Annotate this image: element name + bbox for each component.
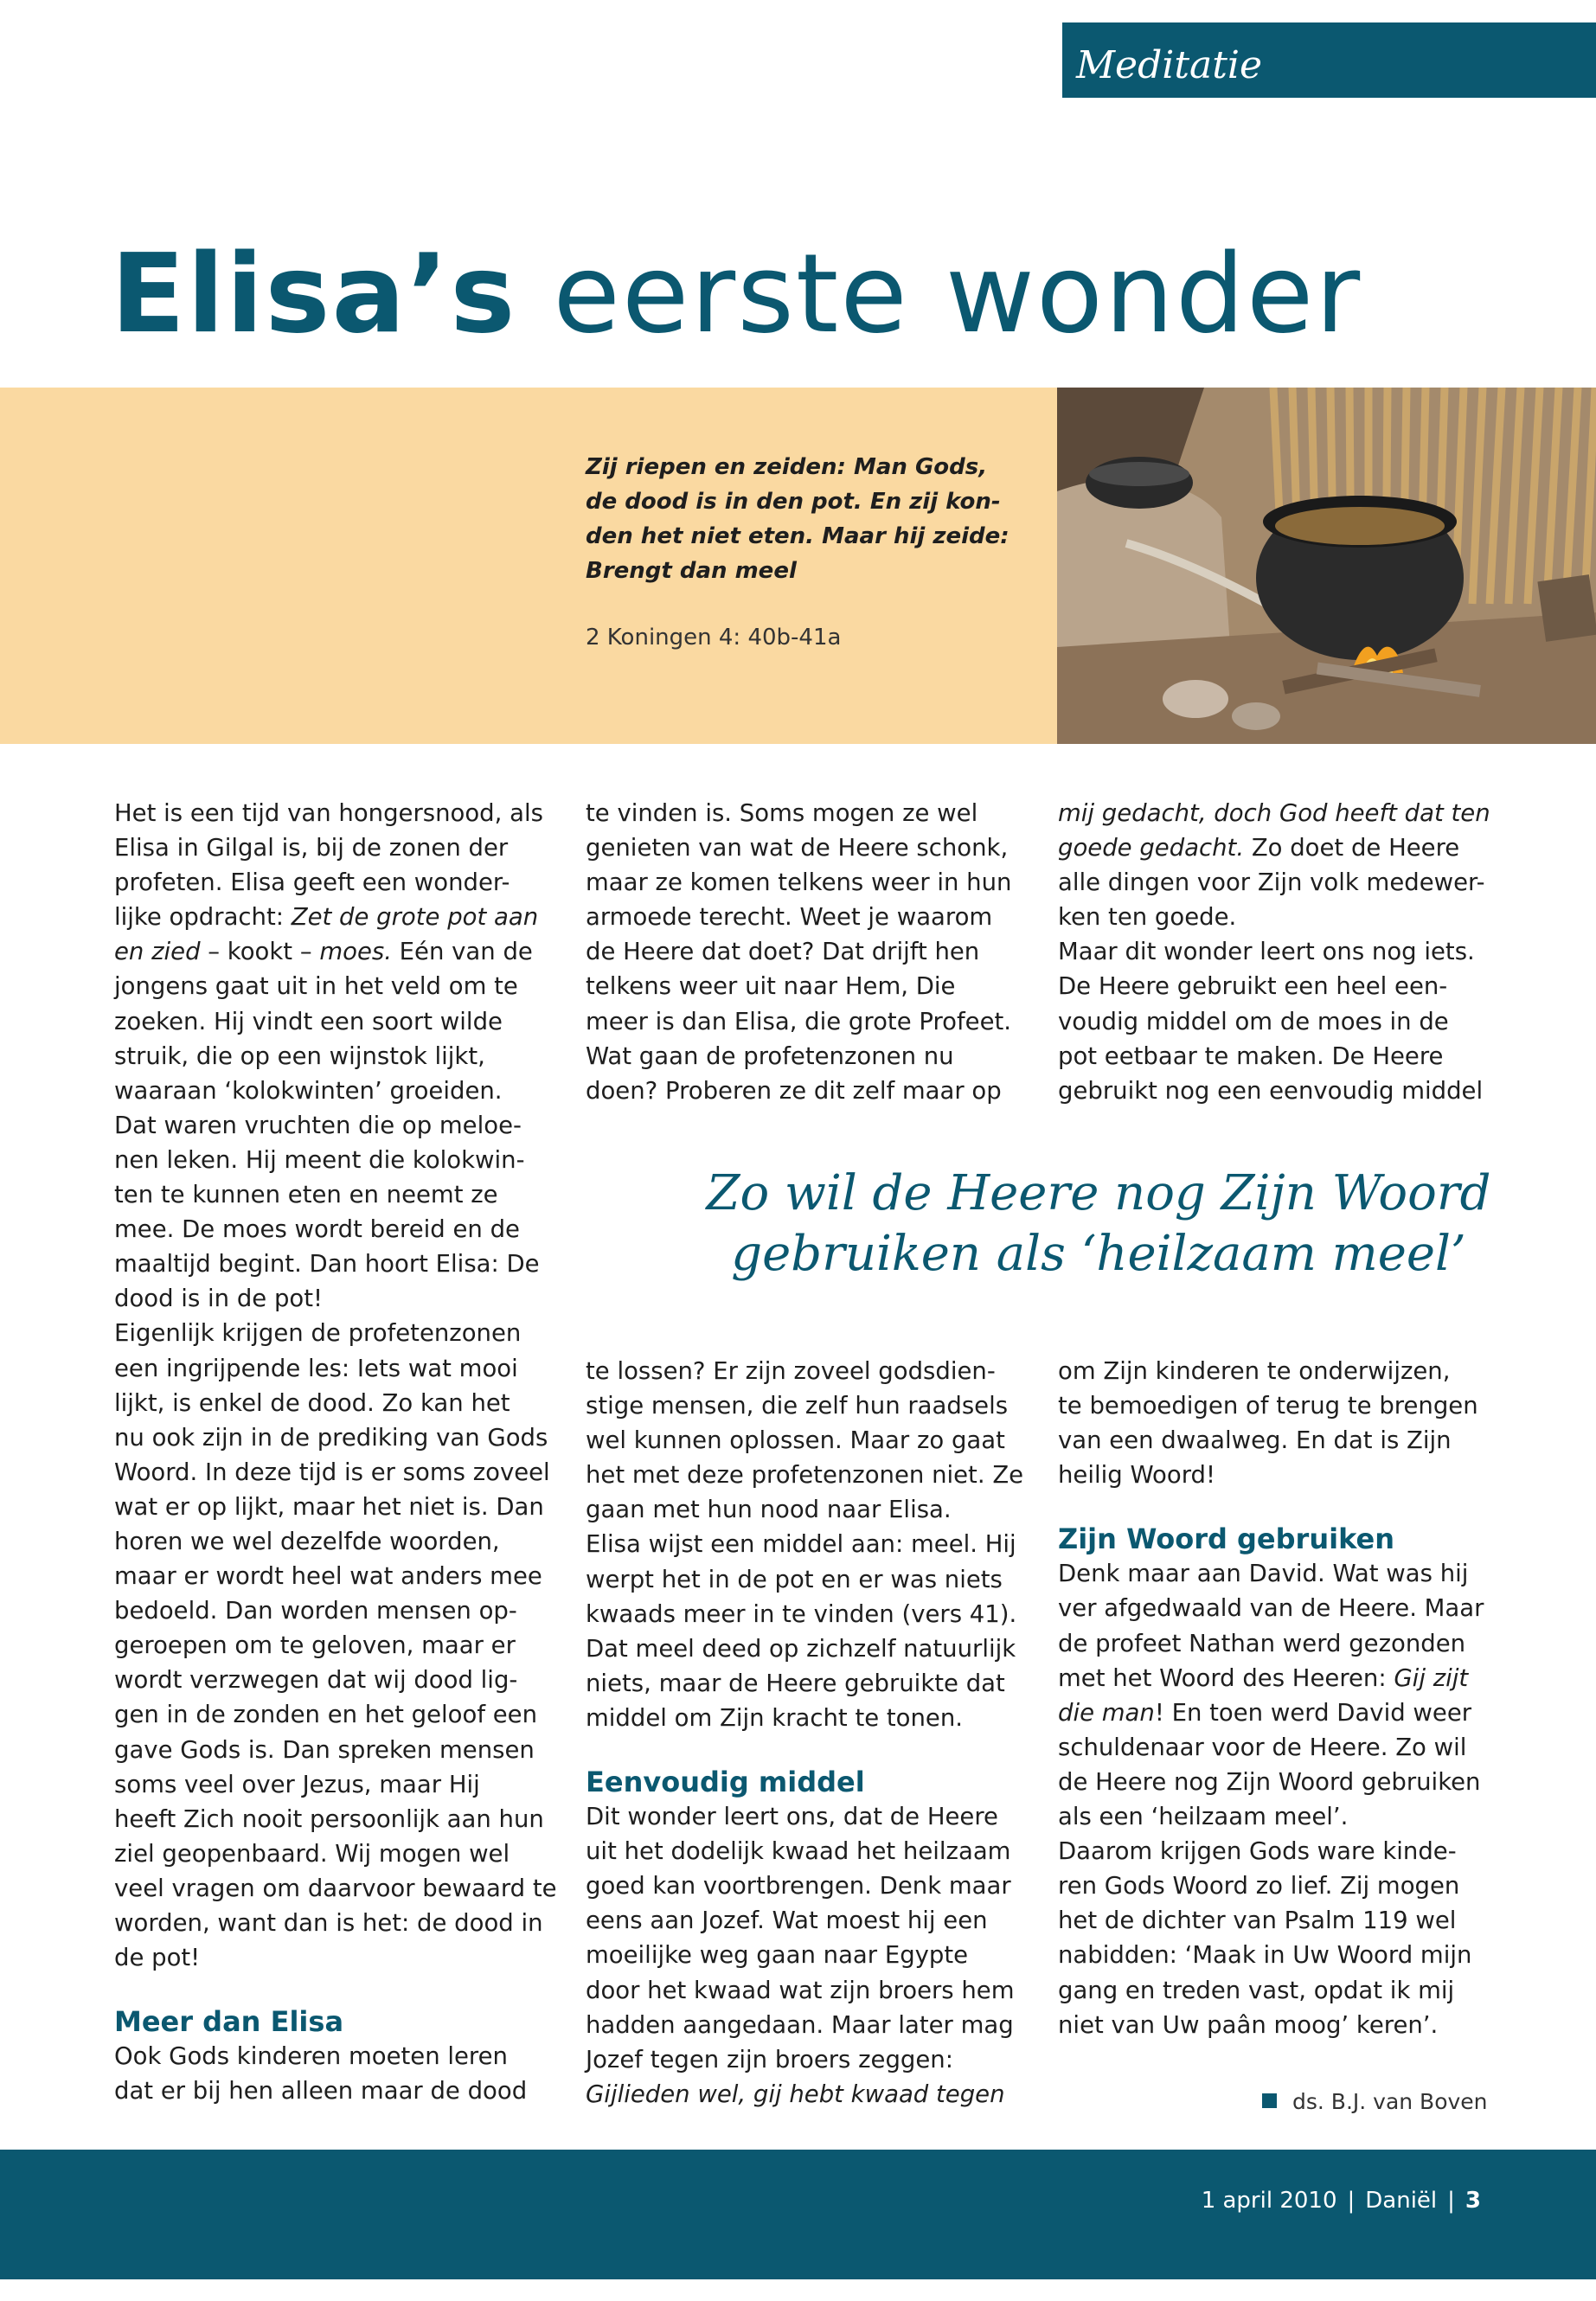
cooking-pot-photo — [1057, 388, 1596, 744]
text-line: Dat meel deed op zichzelf natuurlijk — [586, 1634, 1016, 1663]
text-line: Maar dit wonder leert ons nog iets. — [1058, 938, 1475, 966]
text-line: veel vragen om daarvoor bewaard te — [114, 1874, 557, 1902]
text-line: heilig Woord! — [1058, 1461, 1215, 1490]
text-line: wel kunnen oplossen. Maar zo gaat — [586, 1426, 1005, 1455]
spacer — [586, 1735, 1035, 1765]
text-line: ver afgedwaald van de Heere. Maar — [1058, 1594, 1484, 1623]
title-rest: eerste wonder — [516, 230, 1362, 357]
text-line: zoeken. Hij vindt een soort wilde — [114, 1007, 503, 1035]
text-line: gebruikt nog een eenvoudig middel — [1058, 1076, 1484, 1105]
quote-line: de dood is in den pot. En zij kon- — [586, 489, 1001, 515]
text-line: dat er bij hen alleen maar de dood — [114, 2077, 528, 2106]
text-line: te bemoedigen of terug te brengen — [1058, 1392, 1478, 1420]
text-line: het de dichter van Psalm 119 wel — [1058, 1907, 1457, 1935]
text-line: om Zijn kinderen te onderwijzen, — [1058, 1357, 1451, 1385]
quote-reference: 2 Koningen 4: 40b-41a — [586, 625, 842, 651]
column-1 — [114, 796, 564, 2108]
text-line: wat er op lijkt, maar het niet is. Dan — [114, 1492, 544, 1521]
text-line: Dat waren vruchten die op meloe- — [114, 1111, 522, 1139]
quote-line: Brengt dan meel — [586, 558, 797, 584]
text-line: schuldenaar voor de Heere. Zo wil — [1058, 1733, 1467, 1761]
text-line: gaan met hun nood naar Elisa. — [586, 1496, 952, 1524]
title-bold: Elisa’s — [111, 230, 517, 357]
text-line: doen? Proberen ze dit zelf maar op — [586, 1076, 1002, 1105]
text-line: dood is in de pot! — [114, 1285, 324, 1313]
text-fragment: lijke opdracht: — [114, 903, 292, 932]
italic-line: mij gedacht, doch God heeft dat ten — [1058, 799, 1490, 827]
author-name: ds. B.J. van Boven — [1292, 2089, 1488, 2114]
text-line: maar er wordt heel wat anders mee — [114, 1562, 542, 1591]
text-line: Denk maar aan David. Wat was hij — [1058, 1560, 1469, 1588]
text-line: Daarom krijgen Gods ware kinde- — [1058, 1837, 1457, 1866]
text-line: maaltijd begint. Dan hoort Elisa: De — [114, 1250, 540, 1279]
text-line: de pot! — [114, 1944, 201, 1972]
column-3-top — [1058, 796, 1508, 1108]
pull-quote-line: gebruiken als ‘heilzaam meel’ — [731, 1226, 1466, 1282]
text-line: Dit wonder leert ons, dat de Heere — [586, 1803, 998, 1831]
text-line: maar ze komen telkens weer in hun — [586, 868, 1012, 897]
text-line: van een dwaalweg. En dat is Zijn — [1058, 1426, 1452, 1455]
text-line: Het is een tijd van hongersnood, als — [114, 799, 543, 827]
text-line — [1058, 1695, 1508, 1730]
text-line: middel om Zijn kracht te tonen. — [586, 1703, 964, 1732]
text-line — [114, 900, 564, 934]
heading-zijn-woord-gebruiken: Zijn Woord gebruiken — [1058, 1522, 1394, 1556]
text-line: ten te kunnen eten en neemt ze — [114, 1181, 498, 1209]
text-line: horen we wel dezelfde woorden, — [114, 1527, 500, 1555]
text-line: moeilijke weg gaan naar Egypte — [586, 1941, 969, 1970]
text-line: Woord. In deze tijd is er soms zoveel — [114, 1458, 550, 1486]
text-fragment: – kookt – — [200, 938, 320, 966]
text-line: te vinden is. Soms mogen ze wel — [586, 799, 978, 827]
text-line: de profeet Nathan werd gezonden — [1058, 1629, 1466, 1657]
text-line: Wat gaan de profetenzonen nu — [586, 1042, 954, 1070]
text-line: door het kwaad wat zijn broers hem — [586, 1976, 1015, 2004]
page-number: 3 — [1465, 2188, 1481, 2214]
text-fragment: Eén van de — [391, 938, 533, 966]
text-line: Elisa wijst een middel aan: meel. Hij — [586, 1530, 1016, 1559]
column-3-bottom — [1058, 1354, 1508, 2042]
text-line: gang en treden vast, opdat ik mij — [1058, 1976, 1455, 2004]
text-line: Jozef tegen zijn broers zeggen: — [586, 2045, 954, 2073]
text-line: gave Gods is. Dan spreken mensen — [114, 1735, 535, 1764]
footer-info — [1202, 2188, 1481, 2214]
footer-separator: | — [1347, 2188, 1356, 2214]
footer-separator: | — [1447, 2188, 1455, 2214]
heading-meer-dan-elisa: Meer dan Elisa — [114, 2005, 344, 2039]
text-line: armoede terecht. Weet je waarom — [586, 903, 993, 932]
text-line: de Heere dat doet? Dat drijft hen — [586, 938, 980, 966]
photo-illustration — [1057, 388, 1596, 744]
text-line: pot eetbaar te maken. De Heere — [1058, 1042, 1444, 1070]
text-line: voudig middel om de moes in de — [1058, 1007, 1449, 1035]
text-line: te lossen? Er zijn zoveel godsdien- — [586, 1357, 996, 1385]
bible-quote — [586, 450, 1035, 588]
text-line: kwaads meer in te vinden (vers 41). — [586, 1599, 1017, 1628]
text-line: ziel geopenbaard. Wij mogen wel — [114, 1839, 510, 1868]
text-line: nen leken. Hij meent die kolokwin- — [114, 1145, 525, 1174]
text-line: mee. De moes wordt bereid en de — [114, 1215, 520, 1244]
text-line — [114, 934, 564, 969]
quote-line: den het niet eten. Maar hij zeide: — [586, 523, 1010, 549]
spacer — [114, 1975, 564, 2004]
quote-line: Zij riepen en zeiden: Man Gods, — [586, 454, 988, 480]
italic-fragment: Gij zijt — [1394, 1663, 1469, 1692]
text-line: niets, maar de Heere gebruikte dat — [586, 1669, 1005, 1697]
text-fragment: ! En toen werd David weer — [1154, 1698, 1472, 1727]
italic-fragment: Zet de grote pot aan — [291, 903, 539, 932]
text-line: werpt het in de pot en er was niets — [586, 1565, 1003, 1593]
text-line: als een ‘heilzaam meel’. — [1058, 1803, 1349, 1831]
text-line: worden, want dan is het: de dood in — [114, 1909, 543, 1937]
text-line: stige mensen, die zelf hun raadsels — [586, 1392, 1009, 1420]
text-line — [1058, 830, 1508, 865]
text-line: Elisa in Gilgal is, bij de zonen der — [114, 834, 509, 862]
footer-date: 1 april 2010 — [1201, 2188, 1337, 2214]
italic-fragment: en zied — [114, 938, 201, 966]
square-bullet-icon — [1262, 2093, 1277, 2108]
text-line: ken ten goede. — [1058, 903, 1237, 932]
text-line: jongens gaat uit in het veld om te — [114, 972, 518, 1001]
text-line: nabidden: ‘Maak in Uw Woord mijn — [1058, 1941, 1472, 1970]
text-line: lijkt, is enkel de dood. Zo kan het — [114, 1388, 510, 1417]
text-line: profeten. Elisa geeft een wonder- — [114, 868, 510, 897]
column-2-bottom — [586, 1354, 1035, 2112]
text-line: heeft Zich nooit persoonlijk aan hun — [114, 1804, 544, 1833]
text-line: wordt verzwegen dat wij dood lig- — [114, 1666, 518, 1695]
text-fragment: met het Woord des Heeren: — [1058, 1663, 1394, 1692]
text-line: uit het dodelijk kwaad het heilzaam — [586, 1837, 1011, 1866]
text-line: niet van Uw paân moog’ keren’. — [1058, 2010, 1439, 2039]
pull-quote — [588, 1163, 1596, 1285]
text-line: alle dingen voor Zijn volk medewer- — [1058, 868, 1485, 897]
text-line: soms veel over Jezus, maar Hij — [114, 1770, 480, 1798]
text-line: ren Gods Woord zo lief. Zij mogen — [1058, 1872, 1460, 1900]
italic-fragment: die man — [1058, 1698, 1155, 1727]
text-line: bedoeld. Dan worden mensen op- — [114, 1597, 517, 1625]
text-line — [1058, 1661, 1508, 1695]
italic-fragment: moes. — [319, 938, 392, 966]
italic-line: Gijlieden wel, gij hebt kwaad tegen — [586, 2080, 1005, 2108]
text-line: nu ook zijn in de prediking van Gods — [114, 1423, 548, 1452]
text-line: waaraan ‘kolokwinten’ groeiden. — [114, 1076, 503, 1105]
pull-quote-line: Zo wil de Heere nog Zijn Woord — [706, 1165, 1491, 1221]
footer-bar — [0, 2150, 1596, 2279]
text-line: gen in de zonden en het geloof een — [114, 1701, 538, 1729]
author-credit — [1262, 2089, 1488, 2114]
section-label: Meditatie — [1062, 22, 1596, 98]
text-line: een ingrijpende les: Iets wat mooi — [114, 1354, 518, 1382]
text-line: meer is dan Elisa, die grote Profeet. — [586, 1007, 1012, 1035]
text-line: hadden aangedaan. Maar later mag — [586, 2010, 1014, 2039]
heading-eenvoudig-middel: Eenvoudig middel — [586, 1766, 865, 1799]
text-line: struik, die op een wijnstok lijkt, — [114, 1042, 485, 1070]
article-title — [111, 221, 1362, 368]
footer-magazine: Daniël — [1365, 2188, 1438, 2214]
text-line: Ook Gods kinderen moeten leren — [114, 2042, 508, 2071]
text-line: Eigenlijk krijgen de profetenzonen — [114, 1319, 522, 1348]
italic-fragment: goede gedacht. — [1058, 834, 1245, 862]
text-line: De Heere gebruikt een heel een- — [1058, 972, 1448, 1001]
column-2-top — [586, 796, 1035, 1108]
text-line: goed kan voortbrengen. Denk maar — [586, 1872, 1011, 1900]
text-line: eens aan Jozef. Wat moest hij een — [586, 1907, 988, 1935]
text-line: genieten van wat de Heere schonk, — [586, 834, 1009, 862]
text-line: telkens weer uit naar Hem, Die — [586, 972, 956, 1001]
text-fragment: Zo doet de Heere — [1244, 834, 1460, 862]
text-line: de Heere nog Zijn Woord gebruiken — [1058, 1767, 1481, 1796]
text-line: het met deze profetenzonen niet. Ze — [586, 1461, 1024, 1490]
spacer — [1058, 1492, 1508, 1522]
text-line: geroepen om te geloven, maar er — [114, 1631, 516, 1660]
